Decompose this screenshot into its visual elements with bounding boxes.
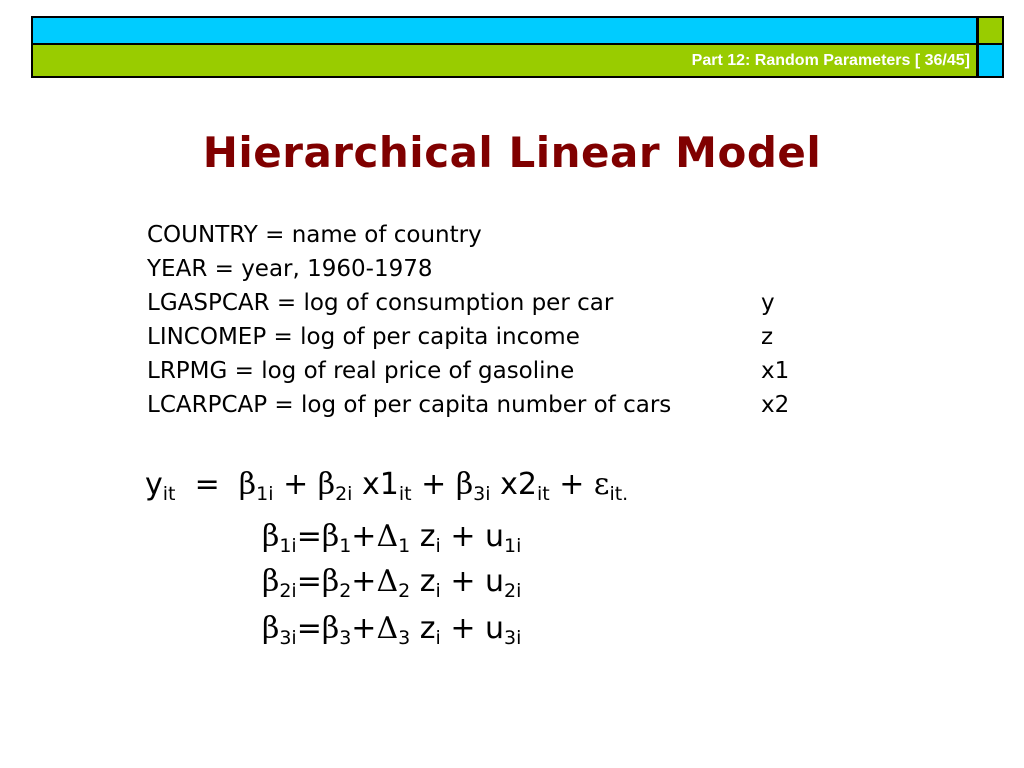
eq-subscript: it. — [609, 483, 629, 505]
variable-symbol: z — [761, 324, 774, 350]
eq-term: x1 — [362, 467, 399, 502]
eq-operator: = — [296, 611, 322, 646]
variable-symbol: x1 — [761, 358, 790, 384]
eq-subscript: i — [435, 535, 441, 557]
eq-subscript: 2i — [335, 483, 353, 505]
eq-subscript: 3i — [504, 627, 522, 649]
eq-operator: + — [421, 467, 447, 502]
eq-term: β — [321, 519, 340, 554]
eq-term: x2 — [500, 467, 537, 502]
main-equation — [145, 467, 629, 505]
eq-subscript: 3i — [473, 483, 491, 505]
eq-operator: = — [296, 519, 322, 554]
eq-operator: + — [450, 611, 476, 646]
eq-subscript: it — [536, 483, 550, 505]
eq-operator: = — [296, 564, 322, 599]
eq-term: z — [419, 611, 436, 646]
equation-beta-3 — [262, 611, 522, 649]
eq-subscript: 2 — [339, 580, 352, 602]
variable-definition: LINCOMEP = log of per capita income — [147, 324, 580, 350]
eq-subscript: 1i — [256, 483, 274, 505]
eq-subscript: 1 — [339, 535, 352, 557]
eq-term: ε — [593, 467, 610, 502]
eq-subscript: it — [162, 483, 176, 505]
eq-term: β — [262, 564, 280, 599]
eq-operator: + — [559, 467, 585, 502]
eq-term: u — [485, 611, 505, 646]
variable-symbol: x2 — [761, 392, 790, 418]
eq-subscript: 1 — [398, 535, 411, 557]
variable-definition: YEAR = year, 1960-1978 — [147, 256, 433, 282]
eq-operator: = — [194, 467, 220, 502]
eq-subscript: 3 — [339, 627, 352, 649]
part-label: Part 12: Random Parameters [ 36/45] — [691, 52, 970, 69]
eq-operator: + — [283, 467, 309, 502]
eq-term: β — [262, 519, 280, 554]
variable-definition: LRPMG = log of real price of gasoline — [147, 358, 575, 384]
eq-subscript: it — [398, 483, 412, 505]
eq-operator: + — [450, 519, 476, 554]
eq-term: u — [485, 564, 505, 599]
header-side-block-bottom — [977, 43, 1004, 78]
eq-subscript: 2i — [279, 580, 297, 602]
eq-term: y — [145, 467, 163, 502]
eq-operator: + — [351, 611, 377, 646]
eq-term: β — [321, 564, 340, 599]
eq-term: u — [485, 519, 505, 554]
variable-definition: LCARPCAP = log of per capita number of cars — [147, 392, 672, 418]
eq-operator: + — [351, 519, 377, 554]
eq-term: Δ — [376, 564, 399, 599]
eq-subscript: 2i — [504, 580, 522, 602]
eq-term: z — [419, 564, 436, 599]
variable-symbol: y — [761, 290, 775, 316]
eq-term: Δ — [376, 611, 399, 646]
eq-operator: + — [351, 564, 377, 599]
eq-subscript: i — [435, 627, 441, 649]
equation-beta-2 — [262, 564, 522, 602]
equation-beta-1 — [262, 519, 522, 557]
eq-term: β — [455, 467, 474, 502]
eq-subscript: 3 — [398, 627, 411, 649]
variable-definition: COUNTRY = name of country — [147, 222, 482, 248]
eq-subscript: 3i — [279, 627, 297, 649]
eq-term: z — [419, 519, 436, 554]
eq-subscript: 2 — [398, 580, 411, 602]
eq-term: Δ — [376, 519, 399, 554]
header-bar-cyan — [31, 16, 978, 45]
eq-subscript: 1i — [279, 535, 297, 557]
slide-title: Hierarchical Linear Model — [202, 128, 822, 177]
eq-term: β — [262, 611, 280, 646]
eq-term: β — [317, 467, 336, 502]
eq-subscript: i — [435, 580, 441, 602]
header-side-block-top — [977, 16, 1004, 45]
variable-definition: LGASPCAR = log of consumption per car — [147, 290, 614, 316]
eq-term: β — [321, 611, 340, 646]
eq-operator: + — [450, 564, 476, 599]
eq-term: β — [238, 467, 257, 502]
eq-subscript: 1i — [504, 535, 522, 557]
